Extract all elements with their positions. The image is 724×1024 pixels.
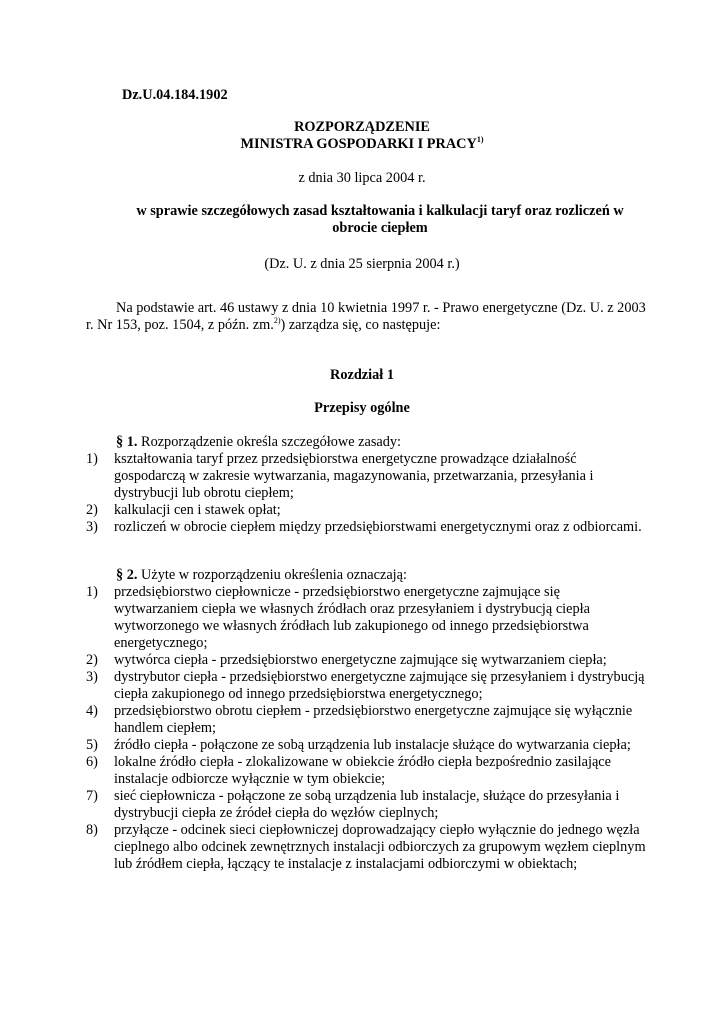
section-1-mark: § 1. (116, 434, 138, 450)
preamble-text: Na podstawie art. 46 ustawy z dnia 10 kwietnia 1997 r. - Prawo energetyczne (Dz. U. z 2003 r. Nr 153, poz. 1504, z późn. zm. (86, 300, 646, 333)
list-item (86, 703, 646, 737)
section-1-lead-text: Rozporządzenie określa szczegółowe zasady: (137, 434, 402, 450)
item-text: lokalne źródło ciepła - zlokalizowane w obiekcie źródło ciepła bezpośrednio zasilające instalacje odbiorcze wyłącznie w tym obiekcie; (114, 754, 611, 787)
item-number: 4) (86, 703, 98, 719)
item-text: kalkulacji cen i stawek opłat; (114, 502, 281, 518)
item-text: przedsiębiorstwo obrotu ciepłem - przedsiębiorstwo energetyczne zajmujące się wyłącznie handlem ciepłem; (114, 703, 633, 736)
journal-reference: (Dz. U. z dnia 25 sierpnia 2004 r.) (264, 256, 460, 272)
document-subject: w sprawie szczegółowych zasad kształtowania i kalkulacji taryf oraz rozliczeń w obrocie ciepłem (136, 203, 624, 236)
section-2-lead-text: Użyte w rozporządzeniu określenia oznaczają: (137, 567, 407, 583)
item-number: 3) (86, 669, 98, 685)
chapter-heading: Rozdział 1 (330, 367, 394, 383)
title-footnote-marker: 1) (476, 135, 484, 144)
preamble-end: ) zarządza się, co następuje: (280, 317, 441, 333)
list-item (86, 451, 646, 502)
item-text: wytwórca ciepła - przedsiębiorstwo energetyczne zajmujące się wytwarzaniem ciepła; (114, 652, 607, 668)
list-item (86, 754, 646, 788)
item-number: 7) (86, 788, 98, 804)
section-2 (86, 567, 646, 873)
list-item (86, 822, 646, 873)
section-2-list (86, 584, 646, 873)
title-line-2 (0, 136, 724, 153)
item-text: rozliczeń w obrocie ciepłem między przedsiębiorstwami energetycznymi oraz z odbiorcami. (114, 519, 642, 535)
list-item (86, 788, 646, 822)
document-date: z dnia 30 lipca 2004 r. (298, 170, 426, 186)
section-1 (86, 434, 646, 536)
list-item (86, 737, 646, 754)
item-text: kształtowania taryf przez przedsiębiorstwa energetyczne prowadzące działalność gospodarczą w zakresie wytwarzania, magazynowania, przetwarzania, przesyłania i dystrybucji lub obrotu ciepłem; (114, 451, 594, 501)
item-text: źródło ciepła - połączone ze sobą urządzenia lub instalacje służące do wytwarzania ciepła; (114, 737, 631, 753)
list-item (86, 652, 646, 669)
item-number: 1) (86, 451, 98, 467)
preamble (86, 300, 646, 334)
item-number: 2) (86, 652, 98, 668)
item-number: 6) (86, 754, 98, 770)
section-2-lead (86, 567, 646, 584)
section-1-list (86, 451, 646, 536)
list-item (86, 669, 646, 703)
item-text: przyłącze - odcinek sieci ciepłowniczej doprowadzający ciepło wyłącznie do jednego węzła cieplnego albo odcinek zewnętrznych instalacji odbiorczych za grupowym węzłem cieplnym lub źródłem ciepła, łączący te instalacje z instalacjami odbiorczymi w obiektach; (114, 822, 646, 872)
list-item (86, 519, 646, 536)
chapter-title: Przepisy ogólne (314, 400, 410, 416)
list-item (86, 502, 646, 519)
item-text: przedsiębiorstwo ciepłownicze - przedsiębiorstwo energetyczne zajmujące się wytwarzaniem ciepła we własnych źródłach oraz przesyłaniem i dystrybucją ciepła wytworzonego we własnych źródłach lub zakupionego od innego przedsiębiorstwa energetycznego; (114, 584, 590, 651)
item-number: 2) (86, 502, 98, 518)
document-title (0, 119, 724, 153)
title-line-2-text: MINISTRA GOSPODARKI I PRACY (240, 136, 477, 152)
list-item (86, 584, 646, 652)
preamble-footnote-marker: 2) (273, 316, 281, 325)
item-number: 8) (86, 822, 98, 838)
item-text: dystrybutor ciepła - przedsiębiorstwo energetyczne zajmujące się przesyłaniem i dystrybucją ciepła zakupionego od innego przedsiębiorstwa energetycznego; (114, 669, 645, 702)
section-2-mark: § 2. (116, 567, 138, 583)
section-1-lead (86, 434, 646, 451)
document-reference: Dz.U.04.184.1902 (122, 87, 228, 103)
item-number: 3) (86, 519, 98, 535)
title-line-1: ROZPORZĄDZENIE (294, 119, 430, 135)
item-number: 1) (86, 584, 98, 600)
item-text: sieć ciepłownicza - połączone ze sobą urządzenia lub instalacje, służące do przesyłania i dystrybucji ciepła ze źródeł ciepła do węzłów cieplnych; (114, 788, 620, 821)
item-number: 5) (86, 737, 98, 753)
